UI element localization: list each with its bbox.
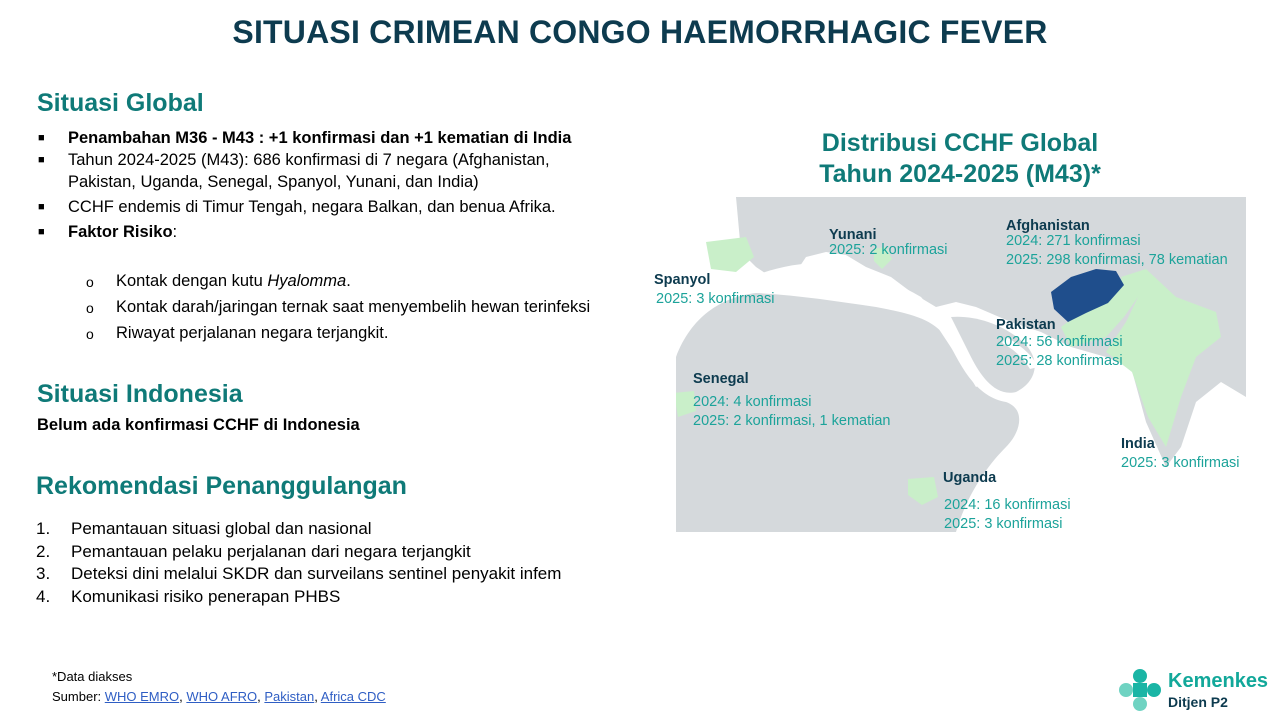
source-line: Sumber: WHO EMRO, WHO AFRO, Pakistan, Africa CDC	[52, 689, 386, 704]
square-bullet-icon: ■	[38, 132, 45, 144]
label-uganda: Uganda 2024: 16 konfirmasi 2025: 3 konfirmasi	[943, 470, 1071, 532]
risk-factor-item: o Kontak darah/jaringan ternak saat menyembelih hewan terinfeksi	[38, 296, 614, 318]
global-bullet: ■ Faktor Risiko:	[38, 223, 178, 241]
global-bullet-list	[38, 127, 614, 243]
label-afghanistan: Afghanistan 2024: 271 konfirmasi 2025: 298 konfirmasi, 78 kematian	[1006, 218, 1228, 268]
circle-bullet-icon: o	[86, 326, 94, 342]
source-link-pakistan[interactable]: Pakistan	[264, 689, 315, 704]
circle-bullet-icon: o	[86, 300, 94, 316]
label-pakistan: Pakistan 2024: 56 konfirmasi 2025: 28 konfirmasi	[996, 317, 1123, 369]
recommendation-item: 3. Deteksi dini melalui SKDR dan surveilans sentinel penyakit infem	[36, 564, 562, 583]
risk-factor-item: o Riwayat perjalanan negara terjangkit.	[38, 322, 614, 344]
label-india: India 2025: 3 konfirmasi	[1121, 436, 1240, 471]
recommendation-heading: Rekomendasi Penanggulangan	[36, 472, 407, 500]
source-link-who-emro[interactable]: WHO EMRO	[104, 689, 180, 704]
recommendation-item: 4. Komunikasi risiko penerapan PHBS	[36, 586, 341, 606]
label-spanyol: Spanyol 2025: 3 konfirmasi	[654, 272, 775, 307]
recommendation-item: 1. Pemantauan situasi global dan nasional	[36, 519, 372, 538]
global-bullet: ■ CCHF endemis di Timur Tengah, negara Balkan, dan benua Afrika.	[38, 198, 556, 216]
logo-text: Kemenkes Ditjen P2	[1168, 670, 1269, 710]
source-footer	[52, 667, 386, 707]
risk-factor-list	[38, 270, 614, 344]
indonesia-heading: Situasi Indonesia	[37, 380, 243, 408]
square-bullet-icon: ■	[38, 154, 45, 166]
kemenkes-logo-icon	[1116, 666, 1164, 714]
risk-factor-item: o Kontak dengan kutu Hyalomma.	[38, 270, 614, 292]
map-title: Distribusi CCHF Global Tahun 2024-2025 (M43)*	[819, 129, 1101, 188]
data-note: *Data diakses	[52, 669, 133, 684]
square-bullet-icon: ■	[38, 226, 45, 238]
global-heading: Situasi Global	[37, 89, 204, 117]
label-senegal: Senegal 2024: 4 konfirmasi 2025: 2 konfirmasi, 1 kematian	[693, 371, 891, 429]
square-bullet-icon: ■	[38, 201, 45, 213]
recommendation-item: 2. Pemantauan pelaku perjalanan dari negara terjangkit	[36, 541, 471, 561]
source-link-africa-cdc[interactable]: Africa CDC	[320, 689, 386, 704]
global-bullet: ■ Penambahan M36 - M43 : +1 konfirmasi dan +1 kematian di India	[38, 129, 572, 147]
global-bullet: ■ Tahun 2024-2025 (M43): 686 konfirmasi di 7 negara (Afghanistan, Pakistan, Uganda, Senegal, Spanyol, Yunani, dan India)	[38, 151, 550, 191]
source-link-who-afro[interactable]: WHO AFRO	[186, 689, 258, 704]
page-title: SITUASI CRIMEAN CONGO HAEMORRHAGIC FEVER	[232, 14, 1048, 50]
circle-bullet-icon: o	[86, 274, 94, 290]
indonesia-text: Belum ada konfirmasi CCHF di Indonesia	[37, 416, 360, 434]
label-yunani: Yunani 2025: 2 konfirmasi	[829, 227, 948, 258]
recommendation-list	[36, 518, 561, 608]
